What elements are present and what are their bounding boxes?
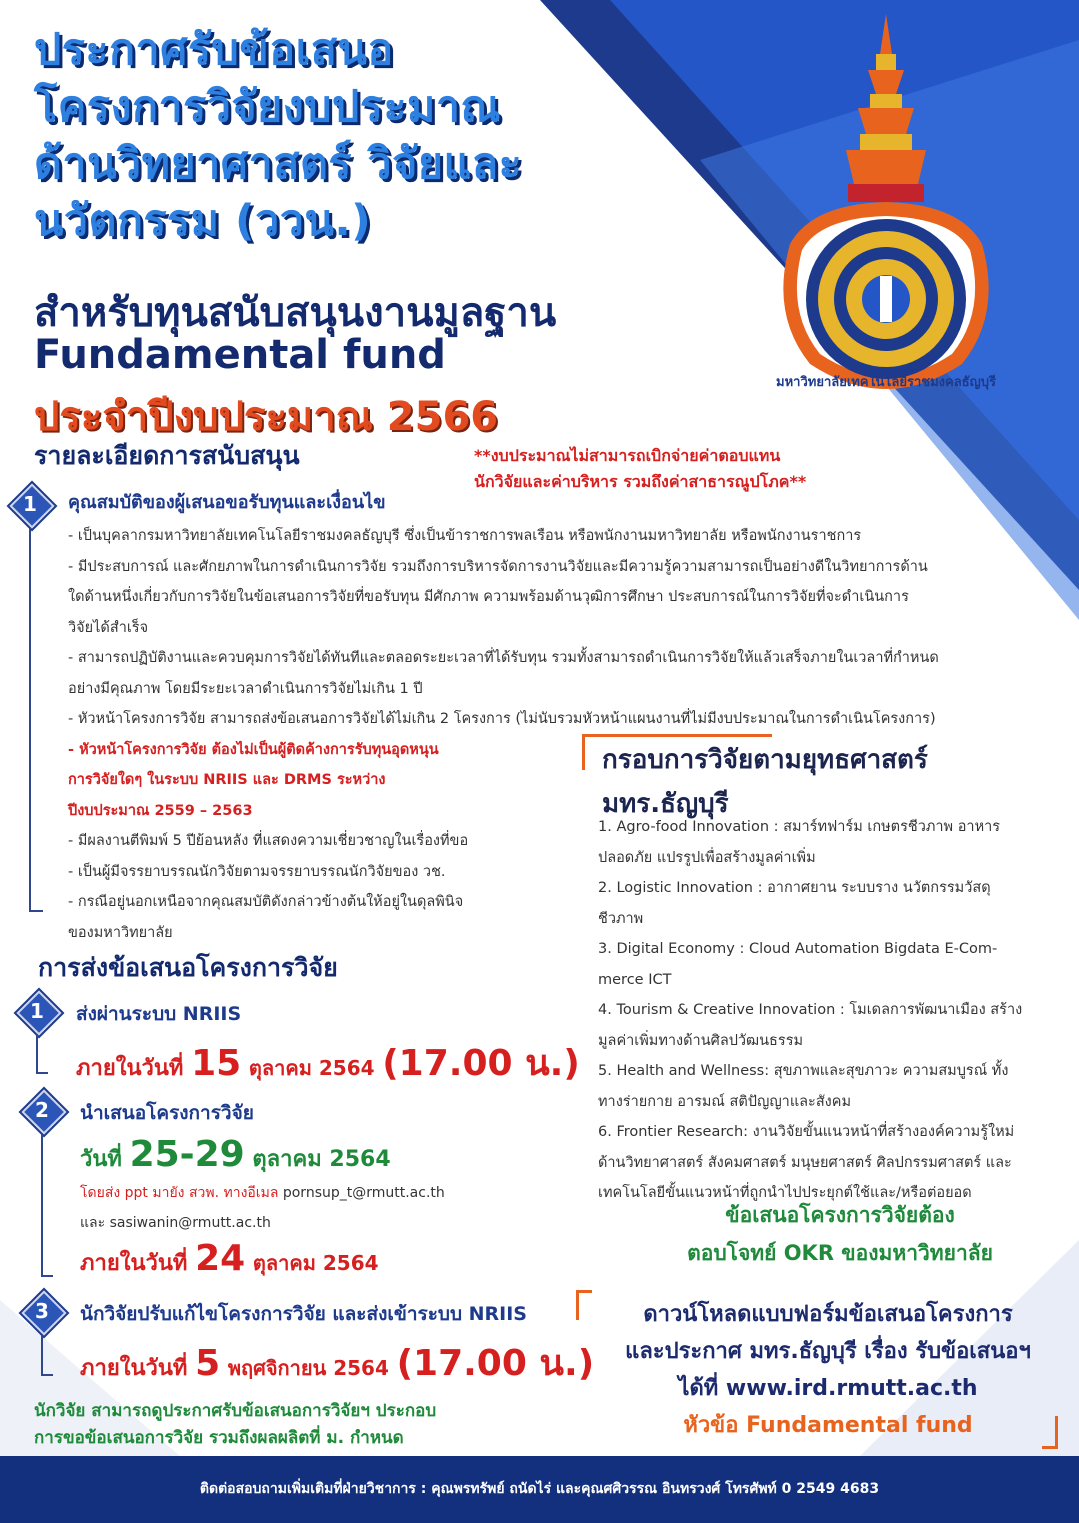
section1-title: คุณสมบัติของผู้เสนอขอรับทุนและเงื่อนไข xyxy=(68,492,386,513)
university-logo xyxy=(770,14,1002,394)
eligibility-line: - มีผลงานตีพิมพ์ 5 ปีย้อนหลัง ที่แสดงความเชี่ยวชาญในเรื่องที่ขอ xyxy=(68,833,469,849)
step2-deadline-month: ตุลาคม 2564 xyxy=(252,1251,379,1275)
step1-connector-end xyxy=(36,1072,48,1074)
eligibility-line: วิจัยได้สำเร็จ xyxy=(68,619,149,636)
eligibility-line: - หัวหน้าโครงการวิจัย สามารถส่งข้อเสนอการวิจัยได้ไม่เกิน 2 โครงการ (ไม่นับรวมหัวหน้าแผนงานที่ไม่มีงบประมาณในการดำเนินโครงการ) xyxy=(68,711,936,727)
framework-item: 3. Digital Economy : Cloud Automation Bigdata E-Com- xyxy=(598,941,998,957)
step2-email1[interactable]: pornsup_t@rmutt.ac.th xyxy=(282,1185,445,1201)
step3-label: นักวิจัยปรับแก้ไขโครงการวิจัย และส่งเข้าระบบ NRIIS xyxy=(80,1303,527,1325)
eligibility-line: - มีประสบการณ์ และศักยภาพในการดำเนินการวิจัย รวมถึงการบริหารจัดการงานวิจัยและมีความรู้ความสามารถเป็นอย่างดีในวิทยาการด้าน xyxy=(68,558,928,575)
step2-send-info xyxy=(80,1182,445,1204)
section1-connector-end xyxy=(29,910,43,912)
submission-heading: การส่งข้อเสนอโครงการวิจัย xyxy=(38,953,338,982)
step3-connector-end xyxy=(41,1374,53,1376)
download-info xyxy=(588,1296,1068,1444)
step2-days: 25-29 xyxy=(129,1134,245,1175)
okr-line-1: ข้อเสนอโครงการวิจัยต้อง xyxy=(725,1203,955,1227)
download-line-3 xyxy=(588,1370,1068,1407)
step3-time: (17.00 น.) xyxy=(396,1343,595,1384)
subtitle-fund-english: Fundamental fund xyxy=(34,332,446,378)
step2-date xyxy=(80,1134,391,1176)
step1-deadline xyxy=(76,1034,580,1091)
step2-and: และ xyxy=(80,1215,106,1231)
eligibility-line: - สามารถปฏิบัติงานและควบคุมการวิจัยได้ทันทีและตลอดระยะเวลาที่ได้รับทุน รวมทั้งสามารถดำเนินการวิจัยให้แล้วเสร็จภายในเวลาที่กำหนด xyxy=(68,650,939,666)
step1-day: 15 xyxy=(191,1043,242,1084)
framework-item: เทคโนโลยีขั้นแนวหน้าที่ถูกนำไปประยุกต์ใช้และ/หรือต่อยอด xyxy=(598,1185,972,1201)
okr-line-2: ตอบโจทย์ OKR ของมหาวิทยาลัย xyxy=(687,1241,993,1265)
eligibility-line: - เป็นบุคลากรมหาวิทยาลัยเทคโนโลยีราชมงคลธัญบุรี ซึ่งเป็นข้าราชการพลเรือน หรือพนักงานมหาวิทยาลัย หรือพนักงานราชการ xyxy=(68,528,862,544)
download-line-1: ดาวน์โหลดแบบฟอร์มข้อเสนอโครงการ xyxy=(643,1302,1013,1327)
eligibility-line: ของมหาวิทยาลัย xyxy=(68,924,173,941)
step2-send-text: โดยส่ง ppt มายัง สวพ. ทางอีเมล xyxy=(80,1185,279,1201)
framework-item: ด้านวิทยาศาสตร์ สังคมศาสตร์ มนุษยศาสตร์ ศิลปกรรมศาสตร์ และ xyxy=(598,1154,1012,1171)
researcher-note-line-2: การขอข้อเสนอการวิจัย รวมถึงผลผลิตที่ ม. กำหนด xyxy=(34,1428,404,1448)
step3-deadline xyxy=(80,1334,594,1391)
step2-email-line-2 xyxy=(80,1212,271,1234)
framework-item: ปลอดภัย แปรรูปเพื่อสร้างมูลค่าเพิ่ม xyxy=(598,849,816,866)
eligibility-line: อย่างมีคุณภาพ โดยมีระยะเวลาดำเนินการวิจัยไม่เกิน 1 ปี xyxy=(68,680,423,697)
eligibility-line: - เป็นผู้มีจรรยาบรรณนักวิจัยตามจรรยาบรรณนักวิจัยของ วช. xyxy=(68,863,446,880)
framework-item: ทางร่ายกาย อารมณ์ สติปัญญาและสังคม xyxy=(598,1093,852,1110)
title-line-4: นวัตกรรม (ววน.) xyxy=(34,196,372,246)
researcher-note xyxy=(34,1398,436,1452)
eligibility-line-red: ปีงบประมาณ 2559 – 2563 xyxy=(68,802,253,819)
download-prefix: ได้ที่ xyxy=(678,1376,719,1401)
title-line-1: ประกาศรับข้อเสนอ xyxy=(34,25,394,75)
step1-number: 1 xyxy=(30,999,44,1023)
framework-item: มูลค่าเพิ่มทางด้านศิลปวัฒนธรรม xyxy=(598,1032,804,1049)
step1-label: ส่งผ่านระบบ NRIIS xyxy=(76,1003,242,1025)
step2-connector-end xyxy=(41,1275,53,1277)
eligibility-line-red: - หัวหน้าโครงการวิจัย ต้องไม่เป็นผู้ติดค้างการรับทุนอุดหนุน xyxy=(68,741,439,758)
step1-prefix: ภายในวันที่ xyxy=(76,1056,184,1081)
framework-item: 2. Logistic Innovation : อากาศยาน ระบบราง นวัตกรรมวัสดุ xyxy=(598,880,991,896)
step1-connector xyxy=(36,1034,38,1074)
step1-month: ตุลาคม 2564 xyxy=(248,1056,375,1080)
framework-item: 1. Agro-food Innovation : สมาร์ทฟาร์ม เกษตรชีวภาพ อาหาร xyxy=(598,819,1001,835)
eligibility-line: ใดด้านหนึ่งเกี่ยวกับการวิจัยในข้อเสนอการวิจัยที่ขอรับทุน มีศักภาพ ความพร้อมด้านวุฒิการศึกษา ประสบการณ์ในการวิจัยที่จะดำเนินการ xyxy=(68,589,909,605)
section1-number: 1 xyxy=(23,492,37,516)
download-bracket-left xyxy=(576,1290,579,1320)
step2-prefix: วันที่ xyxy=(80,1147,122,1172)
title-line-3: ด้านวิทยาศาสตร์ วิจัยและ xyxy=(34,139,523,189)
framework-title-line-1: กรอบการวิจัยตามยุทธศาสตร์ xyxy=(602,745,928,775)
step2-deadline xyxy=(80,1238,379,1280)
step2-deadline-prefix: ภายในวันที่ xyxy=(80,1251,188,1276)
step3-connector xyxy=(41,1334,43,1376)
download-line-2: และประกาศ มทร.ธัญบุรี เรื่อง รับข้อเสนอฯ xyxy=(625,1339,1031,1364)
framework-list xyxy=(598,812,1058,1209)
step2-label: นำเสนอโครงการวิจัย xyxy=(80,1102,254,1124)
subtitle-fund-type: สำหรับทุนสนับสนุนงานมูลฐาน xyxy=(34,290,557,336)
section1-connector-line xyxy=(29,528,31,912)
step2-email2[interactable]: sasiwanin@rmutt.ac.th xyxy=(109,1215,271,1231)
budget-warning-line-1: **งบประมาณไม่สามารถเบิกจ่ายค่าตอบแทน xyxy=(474,446,781,465)
subtitle-fiscal-year: ประจำปีงบประมาณ 2566 xyxy=(34,394,499,440)
download-line-4: หัวข้อ Fundamental fund xyxy=(683,1413,973,1438)
framework-title-line-2: มทร.ธัญบุรี xyxy=(602,789,729,819)
researcher-note-line-1: นักวิจัย สามารถดูประกาศรับข้อเสนอการวิจัยฯ ประกอบ xyxy=(34,1401,437,1421)
step3-prefix: ภายในวันที่ xyxy=(80,1356,188,1381)
budget-warning xyxy=(474,443,806,495)
step3-number: 3 xyxy=(35,1299,49,1323)
framework-bracket-top xyxy=(582,734,772,737)
step2-deadline-day: 24 xyxy=(195,1238,246,1279)
contact-footer: ติดต่อสอบถามเพิ่มเติมที่ฝ่ายวิชาการ : คุณพรทรัพย์ ถนัดไร่ และคุณศศิวรรณ อินทรวงศ์ โทรศัพท์ 0 2549 4683 xyxy=(0,1456,1079,1523)
announcement-title xyxy=(34,22,734,250)
step3-day: 5 xyxy=(195,1343,221,1384)
support-details-heading: รายละเอียดการสนับสนุน xyxy=(34,441,300,470)
framework-item: merce ICT xyxy=(598,971,672,988)
download-url-link[interactable]: www.ird.rmutt.ac.th xyxy=(725,1376,978,1401)
framework-item: 6. Frontier Research: งานวิจัยขั้นแนวหน้าที่สร้างองค์ความรู้ใหม่ xyxy=(598,1124,1015,1140)
step2-month: ตุลาคม 2564 xyxy=(252,1147,391,1172)
title-line-2: โครงการวิจัยงบประมาณ xyxy=(34,82,501,132)
framework-bracket-side xyxy=(582,734,585,770)
step1-time: (17.00 น.) xyxy=(382,1043,580,1084)
budget-warning-line-2: นักวิจัยและค่าบริหาร รวมถึงค่าสาธารณูปโภค** xyxy=(474,472,807,491)
step2-connector xyxy=(41,1133,43,1277)
okr-note xyxy=(640,1196,1040,1272)
step3-month: พฤศจิกายน 2564 xyxy=(227,1356,389,1380)
framework-item: 4. Tourism & Creative Innovation : โมเดลการพัฒนาเมือง สร้าง xyxy=(598,1002,1023,1018)
framework-item: ชีวภาพ xyxy=(598,910,644,927)
eligibility-line: - กรณีอยู่นอกเหนือจากคุณสมบัติดังกล่าวข้างต้นให้อยู่ในดุลพินิจ xyxy=(68,894,464,910)
eligibility-line-red: การวิจัยใดๆ ในระบบ NRIIS และ DRMS ระหว่าง xyxy=(68,772,386,788)
step2-number: 2 xyxy=(35,1098,49,1122)
logo-text: มหาวิทยาลัยเทคโนโลยีราชมงคลธัญบุรี xyxy=(776,375,996,390)
framework-item: 5. Health and Wellness: สุขภาพและสุขภาวะ ความสมบูรณ์ ทั้ง xyxy=(598,1063,1009,1079)
